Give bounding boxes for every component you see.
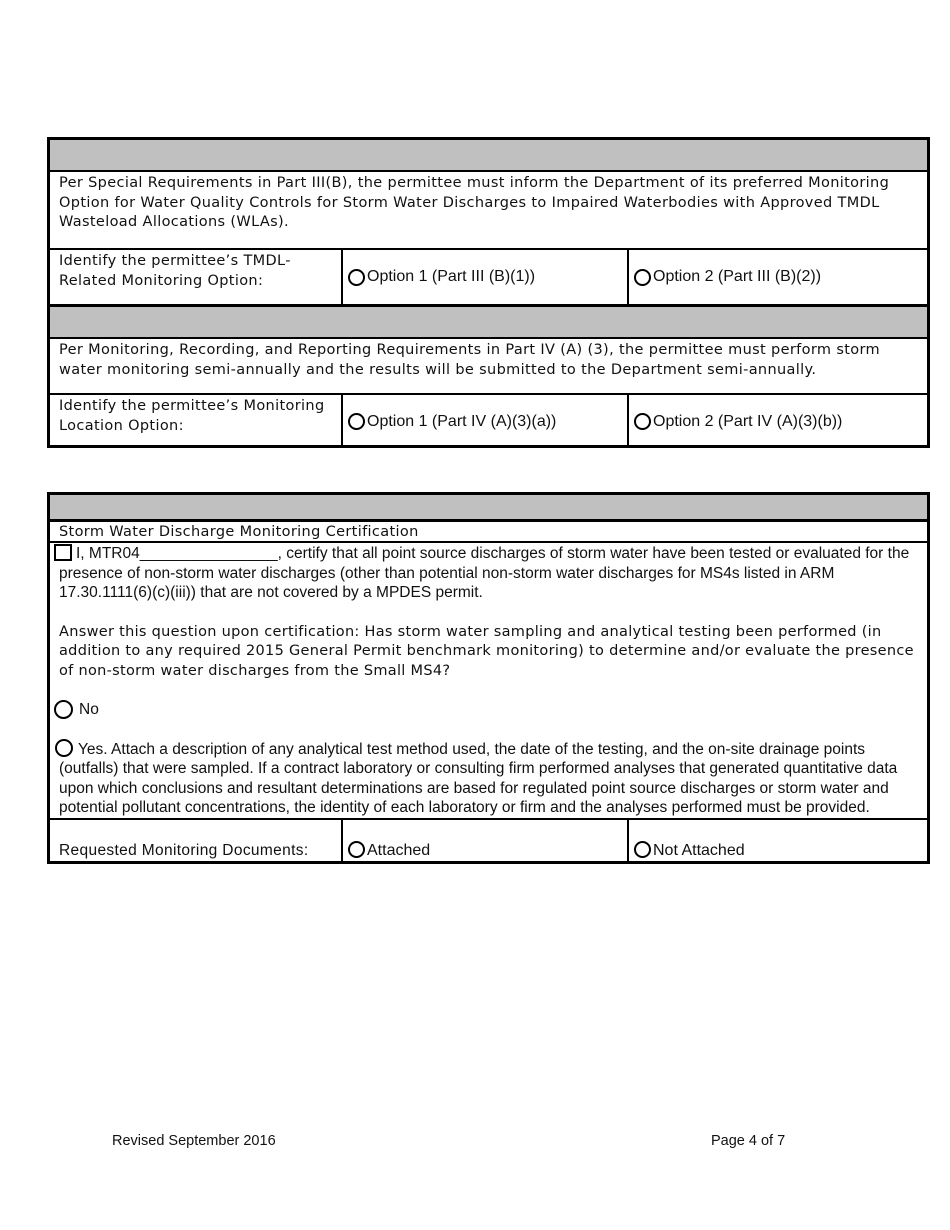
section-header-bar-2 <box>50 307 927 339</box>
certification-header-bar <box>50 495 927 522</box>
not-attached-radio[interactable] <box>634 841 651 858</box>
location-option-2-label: Option 2 (Part IV (A)(3)(b)) <box>653 412 843 430</box>
location-option-1-radio[interactable] <box>348 413 365 430</box>
certification-body <box>50 544 927 820</box>
documents-attached[interactable] <box>343 820 629 863</box>
location-option-2-radio[interactable] <box>634 413 651 430</box>
answer-no-radio[interactable] <box>54 700 73 719</box>
location-question-label: Identify the permittee’s Monitoring Location Option: <box>50 395 343 448</box>
section-header-bar <box>50 140 927 172</box>
location-option-1[interactable] <box>343 395 629 448</box>
tmdl-question-label: Identify the permittee’s TMDL-Related Monitoring Option: <box>50 250 343 304</box>
location-option-2[interactable] <box>629 395 927 448</box>
tmdl-option-row <box>50 250 927 307</box>
tmdl-description: Per Special Requirements in Part III(B), the permittee must inform the Department of its preferred Monitoring Option for Water Quality Controls for Storm Water Discharges to Impaired Waterbodies with Approved TMDL Wasteload Allocations (WLAs). <box>50 172 927 250</box>
tmdl-option-1-radio[interactable] <box>348 269 365 286</box>
tmdl-option-1-label: Option 1 (Part III (B)(1)) <box>367 268 536 285</box>
answer-no-label: No <box>79 701 99 718</box>
documents-row <box>50 820 927 863</box>
answer-yes-radio[interactable] <box>55 739 73 757</box>
certification-table <box>47 492 930 864</box>
documents-label: Requested Monitoring Documents: <box>50 820 343 863</box>
answer-no[interactable] <box>54 700 917 720</box>
monitoring-options-table <box>47 137 930 448</box>
sampling-question: Answer this question upon certification: Has storm water sampling and analytical testing been performed (in addition to any required 2015 General Permit benchmark monitoring) to determine and/or evaluate the presence of non-storm water discharges from the Small MS4? <box>59 623 914 679</box>
location-option-row <box>50 395 927 448</box>
answer-yes[interactable] <box>54 739 917 818</box>
certify-checkbox[interactable] <box>54 544 72 561</box>
page-number: Page 4 of 7 <box>711 1133 786 1149</box>
tmdl-option-2-label: Option 2 (Part III (B)(2)) <box>653 268 822 285</box>
certification-subheader: Storm Water Discharge Monitoring Certification <box>50 522 927 543</box>
answer-yes-label: Yes. Attach a description of any analytical test method used, the date of the testing, and the on-site drainage points (outfalls) that were sampled. If a contract laboratory or consulting firm performed analyses that generated quantitative data upon which conclusions and resultant determinations are based for regulated point source discharges or storm water and potential pollutant concentrations, the identity of each laboratory or firm and the analyses performed must be provided. <box>59 740 898 816</box>
tmdl-option-2[interactable] <box>629 250 927 304</box>
documents-not-attached[interactable] <box>629 820 927 863</box>
location-option-1-label: Option 1 (Part IV (A)(3)(a)) <box>367 412 557 430</box>
monitoring-description: Per Monitoring, Recording, and Reporting Requirements in Part IV (A) (3), the permittee must perform storm water monitoring semi-annually and the results will be submitted to the Department semi-annually. <box>50 339 927 395</box>
tmdl-option-2-radio[interactable] <box>634 269 651 286</box>
attached-radio[interactable] <box>348 841 365 858</box>
tmdl-option-1[interactable] <box>343 250 629 304</box>
revised-date: Revised September 2016 <box>112 1133 276 1149</box>
attached-label: Attached <box>367 842 431 859</box>
certification-statement <box>54 544 917 603</box>
not-attached-label: Not Attached <box>653 842 745 859</box>
certification-text: I, MTR04________________, certify that all point source discharges of storm water have been tested or evaluated for the presence of non-storm water discharges (other than potential non-storm water discharges for MS4s listed in ARM 17.30.1111(6)(c)(iii)) that are not covered by a MPDES permit. <box>59 545 910 601</box>
